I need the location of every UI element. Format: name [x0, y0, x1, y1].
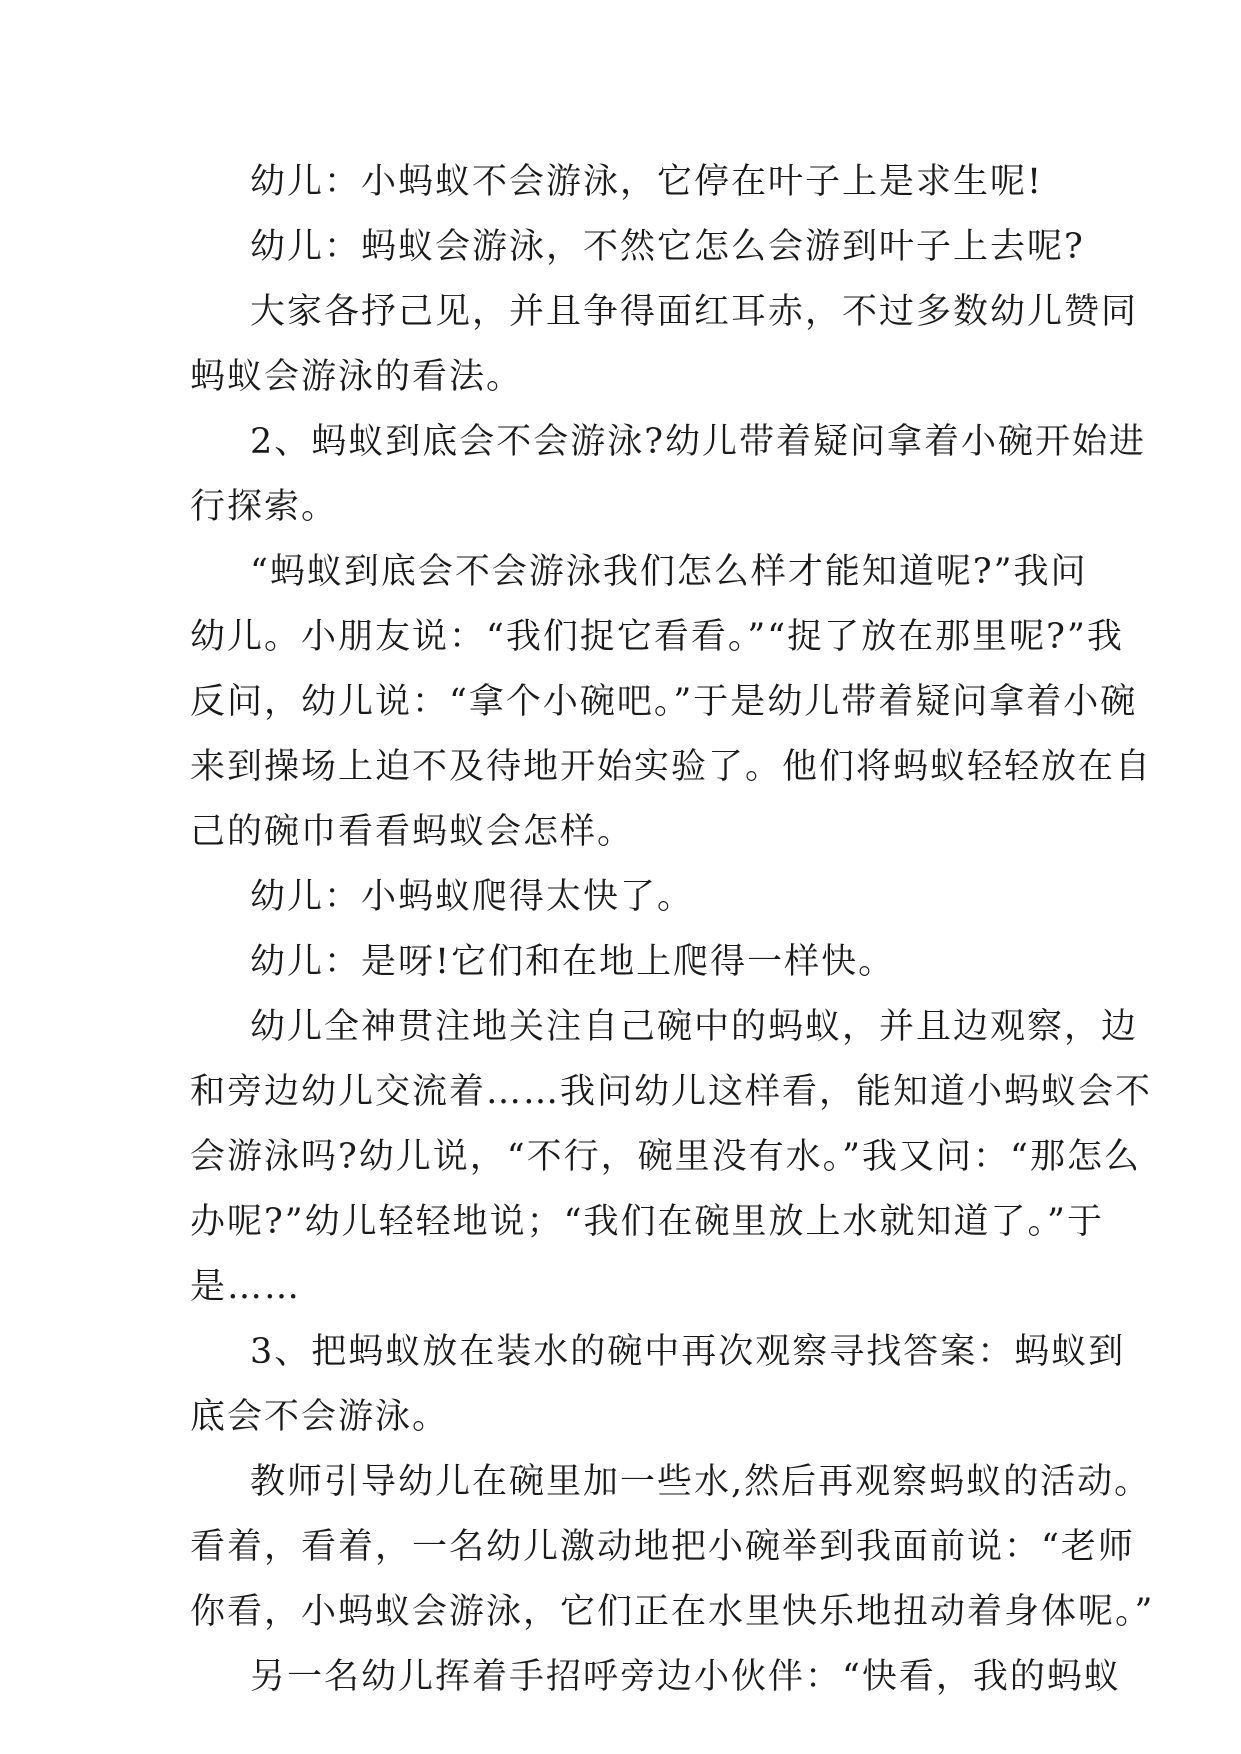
text-line-23: 你看，小蚂蚁会游泳，它们正在水里快乐地扭动着身体呢。” — [190, 1592, 1155, 1632]
text-line-2: 幼儿：蚂蚁会游泳，不然它怎么会游到叶子上去呢? — [250, 227, 1085, 267]
text-line-3: 大家各抒己见，并且争得面红耳赤，不过多数幼儿赞同 — [250, 292, 1139, 332]
text-line-1: 幼儿：小蚂蚁不会游泳，它停在叶子上是求生呢! — [250, 162, 1044, 202]
text-line-8: 幼儿。小朋友说：“我们捉它看看。”“捉了放在那里呢?”我 — [190, 617, 1124, 657]
text-line-21: 教师引导幼儿在碗里加一些水,然后再观察蚂蚁的活动。 — [250, 1462, 1152, 1502]
document-body — [190, 150, 1155, 1710]
text-line-13: 幼儿：是呀!它们和在地上爬得一样快。 — [250, 942, 896, 982]
text-line-19: 3、把蚂蚁放在装水的碗中再次观察寻找答案：蚂蚁到 — [250, 1332, 1126, 1372]
text-line-9: 反问，幼儿说：“拿个小碗吧。”于是幼儿带着疑问拿着小碗 — [190, 682, 1138, 722]
text-line-7: “蚂蚁到底会不会游泳我们怎么样才能知道呢?”我问 — [250, 552, 1088, 592]
text-line-17: 办呢?”幼儿轻轻地说；“我们在碗里放上水就知道了。”于 — [190, 1202, 1104, 1242]
text-line-24: 另一名幼儿挥着手招呼旁边小伙伴：“快看，我的蚂蚁 — [250, 1657, 1121, 1697]
text-line-20: 底会不会游泳。 — [190, 1397, 450, 1437]
text-line-12: 幼儿：小蚂蚁爬得太快了。 — [250, 877, 695, 917]
text-line-6: 行探索。 — [190, 487, 339, 527]
text-line-18: 是…… — [190, 1267, 302, 1307]
text-line-11: 己的碗巾看看蚂蚁会怎样。 — [190, 812, 635, 852]
text-line-4: 蚂蚁会游泳的看法。 — [190, 357, 524, 397]
text-line-16: 会游泳吗?幼儿说，“不行，碗里没有水。”我又问：“那怎么 — [190, 1137, 1141, 1177]
text-line-5: 2、蚂蚁到底会不会游泳?幼儿带着疑问拿着小碗开始进 — [250, 422, 1147, 462]
text-line-15: 和旁边幼儿交流着……我问幼儿这样看，能知道小蚂蚁会不 — [190, 1072, 1153, 1112]
text-line-22: 看着，看着，一名幼儿激动地把小碗举到我面前说：“老师 — [190, 1527, 1135, 1567]
text-line-10: 来到操场上迫不及待地开始实验了。他们将蚂蚁轻轻放在自 — [190, 747, 1153, 787]
text-line-14: 幼儿全神贯注地关注自己碗中的蚂蚁，并且边观察，边 — [250, 1007, 1139, 1047]
